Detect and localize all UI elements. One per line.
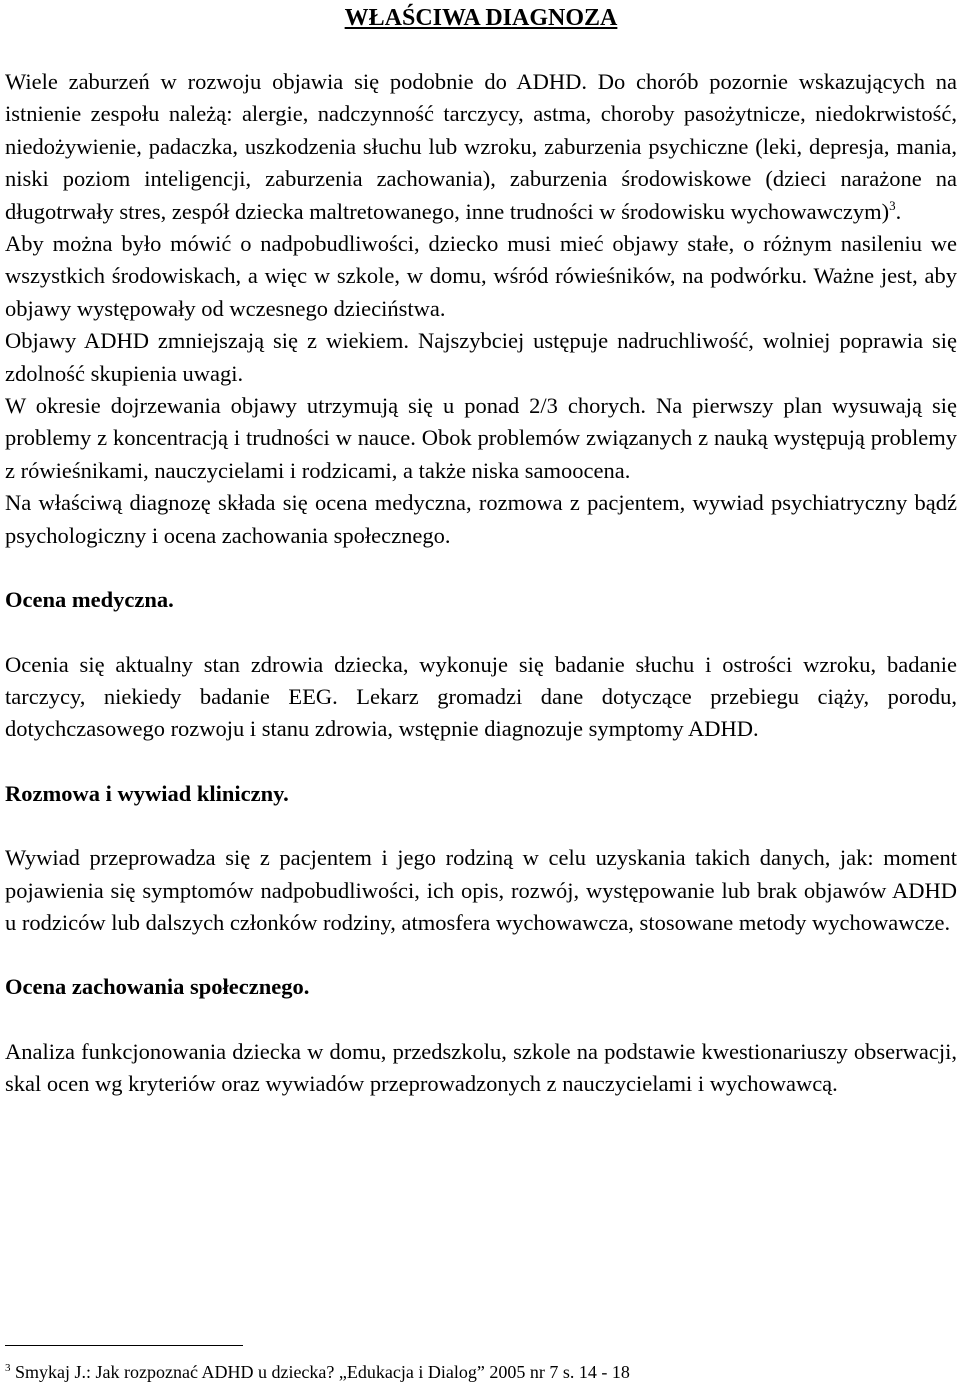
section-heading-interview: Rozmowa i wywiad kliniczny. [5, 780, 289, 806]
intro-paragraph-5: Na właściwą diagnozę składa się ocena medyczna, rozmowa z pacjentem, wywiad psychiatryczny bądź psychologiczny i ocena zachowania społecznego. [5, 490, 957, 548]
section-heading-medical: Ocena medyczna. [5, 587, 174, 613]
document-page [5, 0, 957, 1101]
intro-paragraph-2: Aby można było mówić o nadpobudliwości, dziecko musi mieć objawy stałe, o różnym nasileniu we wszystkich środowiskach, a więc w szkole, w domu, wśród rówieśników, na podwórku. Ważne jest, aby objawy występowały od wczesnego dzieciństwa. [5, 231, 957, 321]
section-text-social: Analiza funkcjonowania dziecka w domu, przedszkolu, szkole na podstawie kwestionariuszy obserwacji, skal ocen wg kryteriów oraz wywiadów przeprowadzonych z nauczycielami i wychowawcą. [5, 1038, 957, 1097]
intro-paragraph-1-end: . [895, 198, 902, 224]
section-text-interview: Wywiad przeprowadza się z pacjentem i jego rodziną w celu uzyskania takich danych, jak: moment pojawienia się symptomów nadpobudliwości, ich opis, rozwój, występowanie lub brak objawów ADHD u rodziców lub dalszych członków rodziny, atmosfera wychowawcza, stosowane metody wychowawcze. [5, 845, 957, 935]
section-heading-social: Ocena zachowania społecznego. [5, 974, 310, 1000]
intro-paragraph-1 [5, 66, 957, 228]
footnote [5, 1361, 630, 1383]
page-title: WŁAŚCIWA DIAGNOZA [344, 5, 618, 31]
footnote-reference: 3 [889, 197, 896, 213]
footnote-number: 3 [5, 1362, 11, 1374]
footnote-divider [5, 1345, 243, 1346]
footnote-text: Smykaj J.: Jak rozpoznać ADHD u dziecka? „Edukacja i Dialog” 2005 nr 7 s. 14 - 18 [10, 1362, 630, 1382]
intro-paragraph-3: Objawy ADHD zmniejszają się z wiekiem. Najszybciej ustępuje nadruchliwość, wolniej poprawia się zdolność skupienia uwagi. [5, 328, 957, 386]
section-text-medical: Ocenia się aktualny stan zdrowia dziecka, wykonuje się badanie słuchu i ostrości wzroku, badanie tarczycy, niekiedy badanie EEG. Lekarz gromadzi dane dotyczące przebiegu ciąży, porodu, dotychczasowego rozwoju i stanu zdrowia, wstępnie diagnozuje symptomy ADHD. [5, 651, 957, 742]
intro-paragraph-4: W okresie dojrzewania objawy utrzymują się u ponad 2/3 chorych. Na pierwszy plan wysuwają się problemy z koncentracją i trudności w nauce. Obok problemów związanych z nauką występują problemy z rówieśnikami, nauczycielami i rodzicami, a także niska samoocena. [5, 393, 957, 483]
intro-block [5, 66, 957, 552]
intro-paragraph-1-text: Wiele zaburzeń w rozwoju objawia się podobnie do ADHD. Do chorób pozornie wskazujących na istnienie zespołu należą: alergie, nadczynność tarczycy, astma, choroby pasożytnicze, niedokrwistość, niedożywienie, padaczka, uszkodzenia słuchu lub wzroku, zaburzenia psychiczne (leki, depresja, mania, niski poziom inteligencji, zaburzenia zachowania), zaburzenia środowiskowe (dzieci narażone na długotrwały stres, zespół dziecka maltretowanego, inne trudności w środowisku wychowawczym) [5, 69, 957, 224]
